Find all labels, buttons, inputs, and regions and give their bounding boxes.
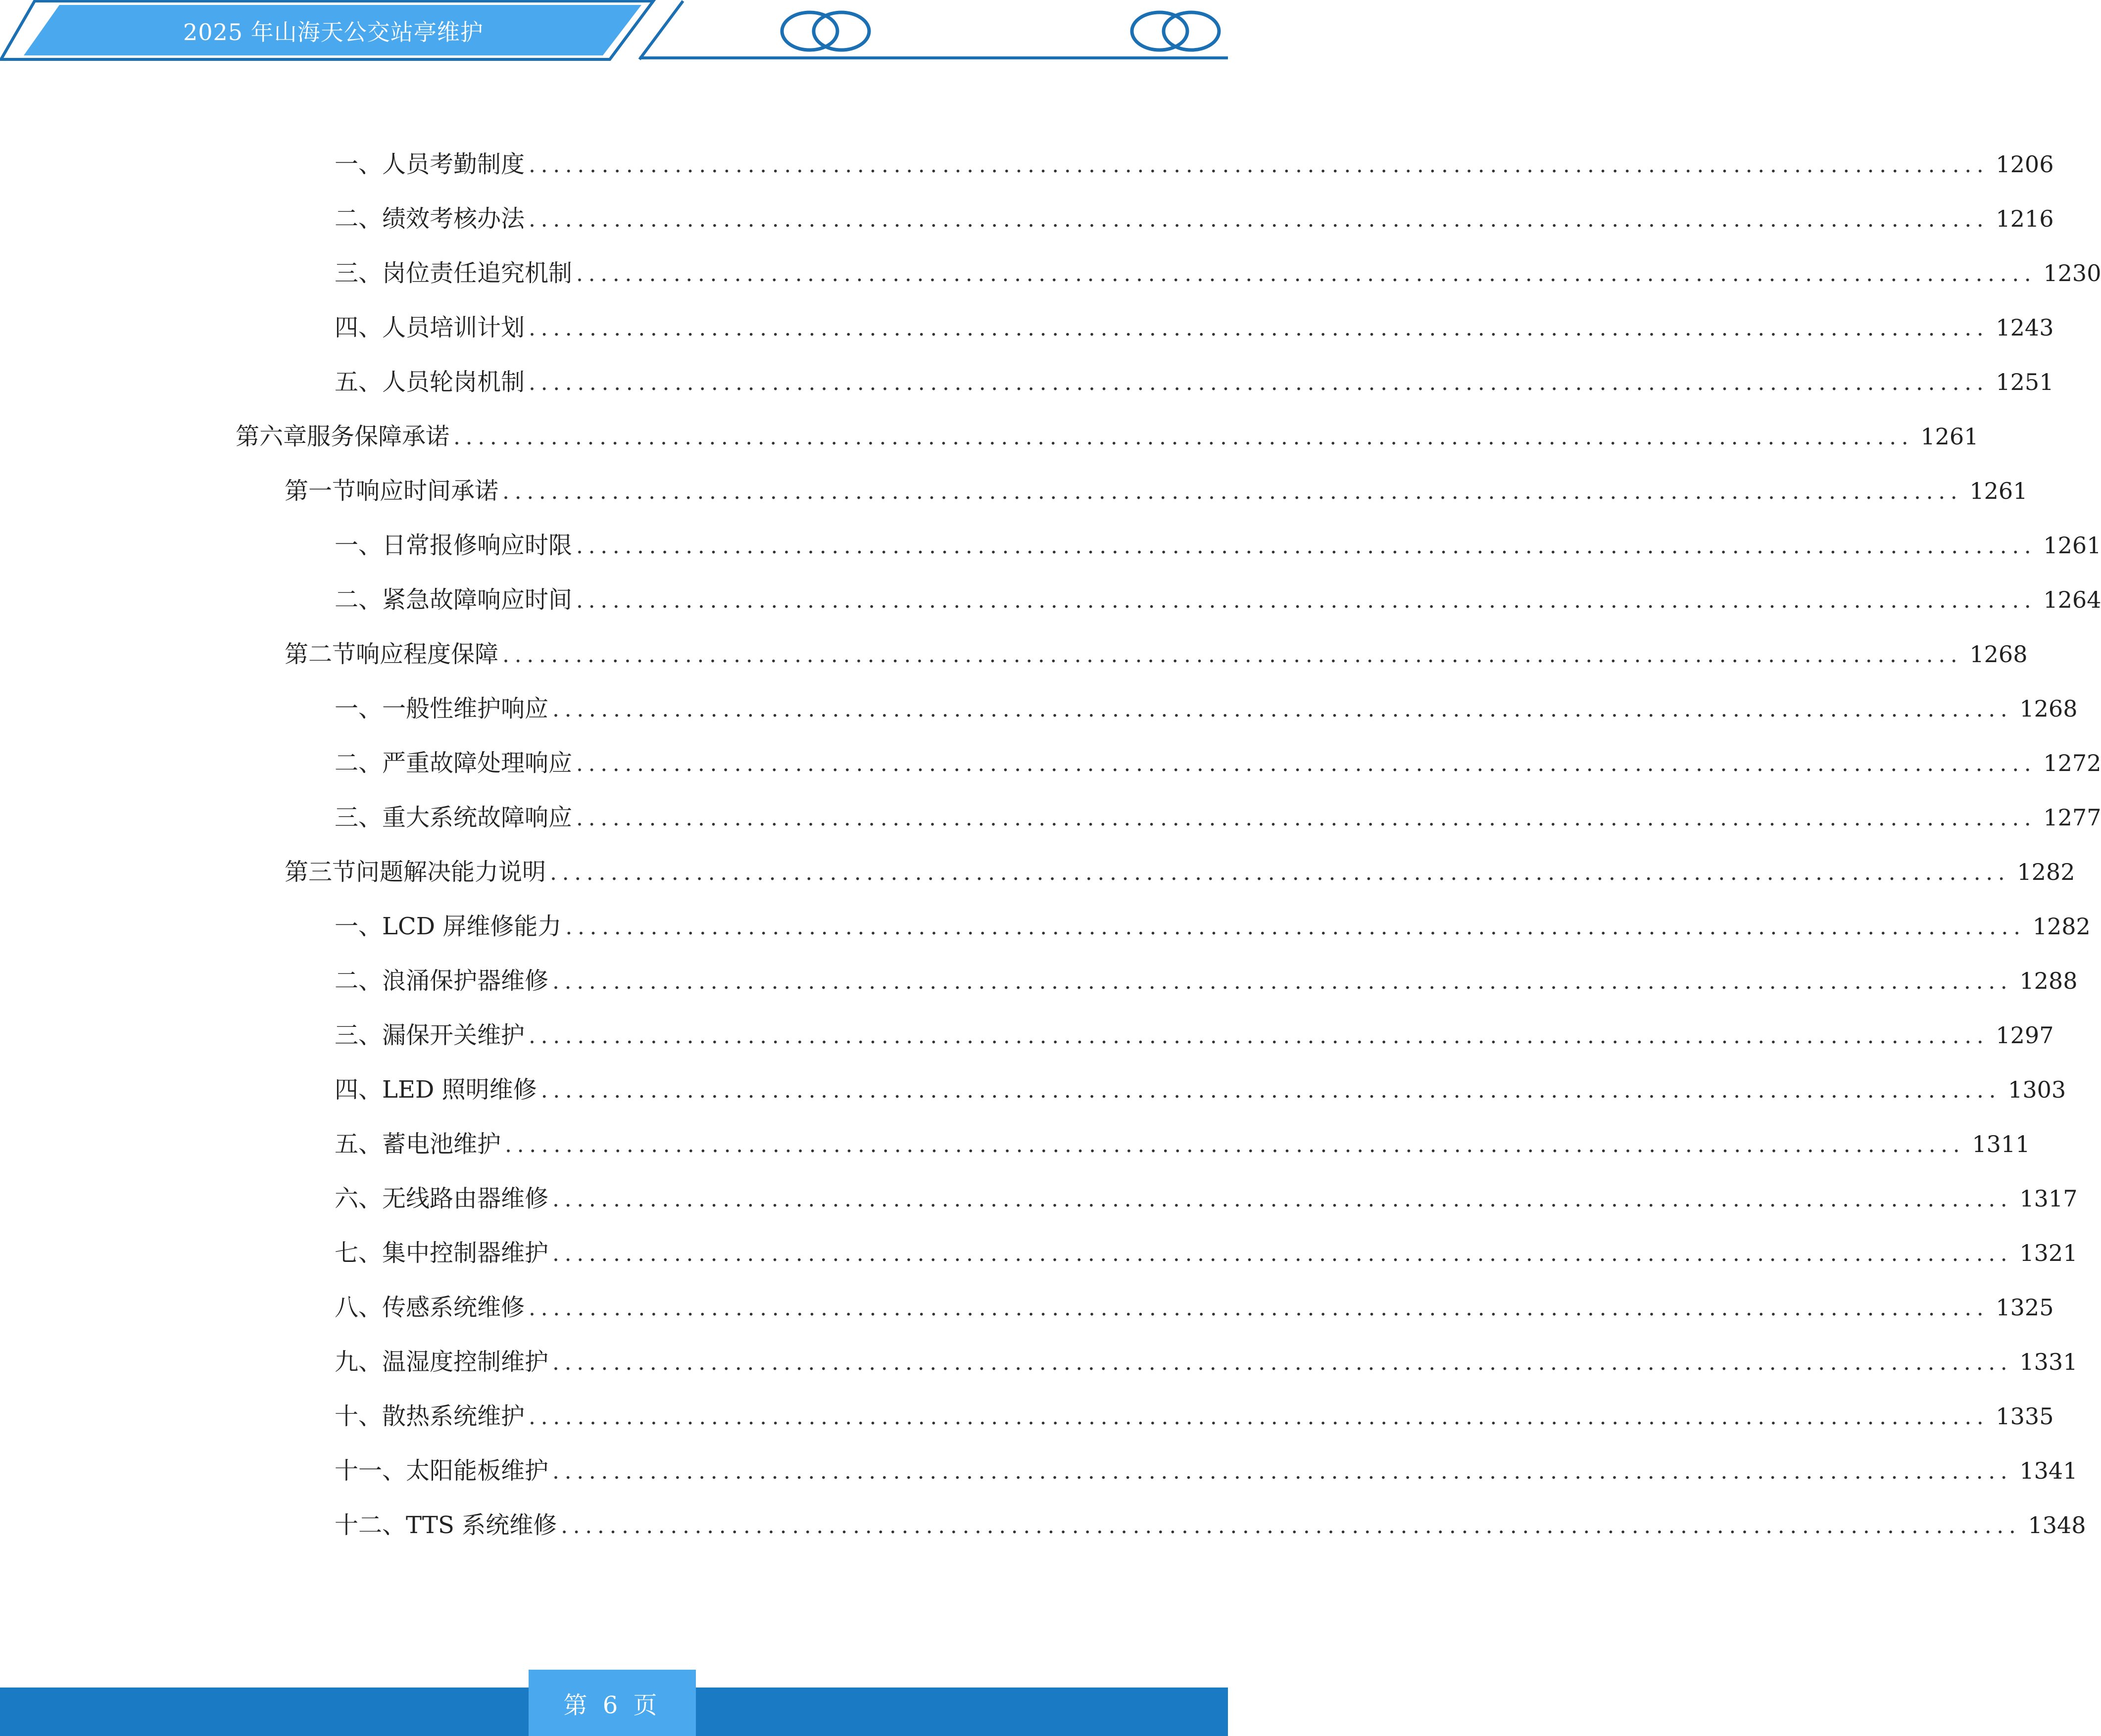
toc-entry-page: 1282: [2032, 913, 2091, 940]
toc-dot-leader: ........................................................................................................................: [552, 1459, 2013, 1484]
toc-entry-title: 紧急故障响应时间: [382, 586, 573, 614]
toc-entry-number: 一、: [335, 531, 383, 559]
toc-entry-page: 1311: [1972, 1131, 2030, 1157]
toc-entry-number: 第三节: [285, 858, 356, 886]
toc-entry-number: 十、: [335, 1402, 383, 1430]
toc-entry-number: 一、: [335, 695, 383, 723]
toc-entry-number: 第二节: [285, 640, 356, 668]
toc-entry-number: 八、: [335, 1294, 383, 1321]
toc-entry[interactable]: [335, 1124, 2030, 1164]
toc-entry-title: 人员轮岗机制: [382, 368, 525, 396]
toc-entry[interactable]: [335, 580, 2101, 620]
toc-entry[interactable]: [335, 253, 2101, 293]
toc-entry-title: 响应时间承诺: [356, 477, 499, 505]
toc-dot-leader: ........................................................................................................................: [540, 1078, 2002, 1103]
toc-entry-title: 温湿度控制维护: [382, 1348, 549, 1376]
toc-dot-leader: ........................................................................................................................: [565, 915, 2026, 940]
toc-entry-page: 1261: [1920, 423, 1979, 450]
toc-entry-number: 二、: [335, 586, 383, 614]
toc-entry-number: 五、: [335, 1130, 383, 1158]
toc-entry-number: 第一节: [285, 477, 356, 505]
toc-entry-number: 七、: [335, 1239, 383, 1267]
toc-entry[interactable]: [335, 1015, 2054, 1055]
toc-entry-page: 1264: [2043, 586, 2101, 613]
toc-entry-page: 1216: [1996, 205, 2054, 232]
toc-entry-page: 1243: [1996, 314, 2054, 341]
toc-entry-title: 一般性维护响应: [382, 695, 549, 723]
toc-entry-page: 1331: [2019, 1349, 2078, 1375]
toc-entry[interactable]: [236, 417, 1979, 456]
toc-entry-title: 散热系统维护: [382, 1402, 525, 1430]
toc-entry[interactable]: [335, 743, 2101, 783]
toc-entry-title: 人员考勤制度: [382, 150, 525, 178]
toc-entry-number: 六、: [335, 1185, 383, 1212]
toc-dot-leader: ........................................................................................................................: [529, 370, 1989, 395]
toc-entry-number: 二、: [335, 967, 383, 995]
toc-entry-number: 十二、: [335, 1511, 406, 1539]
toc-entry[interactable]: [335, 362, 2054, 402]
toc-entry[interactable]: [335, 1070, 2066, 1109]
toc-entry-page: 1317: [2019, 1185, 2078, 1212]
toc-entry-title: LCD 屏维修能力: [382, 913, 562, 940]
toc-entry-page: 1261: [1969, 478, 2028, 504]
toc-entry[interactable]: [335, 526, 2101, 565]
toc-dot-leader: ........................................................................................................................: [552, 969, 2013, 994]
toc-entry-page: 1268: [1969, 641, 2028, 668]
toc-dot-leader: ........................................................................................................................: [529, 152, 1989, 178]
toc-dot-leader: ........................................................................................................................: [502, 642, 1963, 668]
toc-entry-title: 人员培训计划: [382, 314, 525, 341]
toc-entry-number: 三、: [335, 1021, 383, 1049]
toc-entry[interactable]: [335, 199, 2054, 239]
toc-entry-title: TTS 系统维修: [406, 1511, 557, 1539]
toc-entry-title: 岗位责任追究机制: [382, 259, 573, 287]
toc-entry-title: 服务保障承诺: [307, 423, 450, 450]
toc-entry-title: LED 照明维修: [382, 1076, 537, 1104]
toc-entry-page: 1325: [1996, 1294, 2054, 1321]
toc-entry-page: 1261: [2043, 532, 2101, 559]
toc-entry-page: 1288: [2019, 967, 2078, 994]
toc-entry-title: 严重故障处理响应: [382, 749, 573, 777]
toc-entry-title: 浪涌保护器维修: [382, 967, 549, 995]
toc-entry[interactable]: [335, 1179, 2078, 1218]
toc-entry[interactable]: [335, 1505, 2086, 1545]
toc-entry-page: 1230: [2043, 260, 2101, 287]
toc-entry-title: 无线路由器维修: [382, 1185, 549, 1212]
toc-entry[interactable]: [285, 634, 2028, 674]
toc-entry-number: 一、: [335, 913, 383, 940]
toc-entry-number: 三、: [335, 259, 383, 287]
toc-entry[interactable]: [335, 907, 2091, 946]
toc-entry[interactable]: [335, 1451, 2078, 1491]
toc-dot-leader: ........................................................................................................................: [529, 207, 1989, 232]
toc-entry-page: 1297: [1996, 1022, 2054, 1049]
toc-entry-title: 集中控制器维护: [382, 1239, 549, 1267]
toc-dot-leader: ........................................................................................................................: [502, 479, 1963, 504]
page-header: [0, 0, 1228, 64]
toc-dot-leader: ........................................................................................................................: [576, 751, 2037, 776]
double-ring-icon: [1132, 12, 1219, 50]
toc-entry-number: 五、: [335, 368, 383, 396]
toc-entry-number: 四、: [335, 1076, 383, 1104]
toc-entry[interactable]: [335, 1233, 2078, 1273]
toc-entry-page: 1251: [1996, 369, 2054, 395]
toc-dot-leader: ........................................................................................................................: [576, 806, 2037, 831]
toc-entry-page: 1272: [2043, 750, 2101, 776]
toc-entry-title: 重大系统故障响应: [382, 804, 573, 831]
toc-dot-leader: ........................................................................................................................: [552, 697, 2013, 722]
toc-dot-leader: ........................................................................................................................: [552, 1241, 2013, 1266]
toc-dot-leader: ........................................................................................................................: [505, 1132, 1965, 1157]
toc-entry-number: 三、: [335, 804, 383, 831]
toc-dot-leader: ........................................................................................................................: [561, 1513, 2021, 1539]
toc-entry-page: 1303: [2008, 1076, 2066, 1103]
toc-dot-leader: ........................................................................................................................: [529, 316, 1989, 341]
toc-entry-page: 1335: [1996, 1403, 2054, 1430]
toc-dot-leader: ........................................................................................................................: [453, 425, 1914, 450]
toc-entry-number: 第六章: [236, 423, 307, 450]
toc-entry-page: 1341: [2019, 1457, 2078, 1484]
toc-entry-number: 一、: [335, 150, 383, 178]
toc-entry[interactable]: [335, 145, 2054, 184]
toc-dot-leader: ........................................................................................................................: [550, 860, 2010, 885]
double-ring-icon: [782, 12, 869, 50]
toc-entry-page: 1321: [2019, 1240, 2078, 1266]
toc-entry[interactable]: [335, 798, 2101, 837]
toc-entry-title: 响应程度保障: [356, 640, 499, 668]
toc-entry-title: 日常报修响应时限: [382, 531, 573, 559]
toc-dot-leader: ........................................................................................................................: [552, 1350, 2013, 1375]
toc-dot-leader: ........................................................................................................................: [529, 1296, 1989, 1321]
toc-entry-title: 问题解决能力说明: [356, 858, 546, 886]
toc-entry[interactable]: [285, 471, 2028, 511]
toc-dot-leader: ........................................................................................................................: [576, 588, 2037, 613]
toc-entry-page: 1206: [1996, 151, 2054, 178]
toc-entry[interactable]: [335, 961, 2078, 1001]
toc-entry-number: 四、: [335, 314, 383, 341]
toc-entry-page: 1277: [2043, 804, 2101, 831]
toc-dot-leader: ........................................................................................................................: [576, 533, 2037, 559]
toc-dot-leader: ........................................................................................................................: [529, 1404, 1989, 1430]
toc-entry-page: 1268: [2019, 695, 2078, 722]
toc-entry-title: 太阳能板维护: [406, 1457, 549, 1485]
toc-entry[interactable]: [335, 1342, 2078, 1382]
toc-dot-leader: ........................................................................................................................: [529, 1023, 1989, 1049]
toc-entry[interactable]: [285, 852, 2075, 892]
page-number: 第 6 页: [563, 1691, 661, 1719]
toc-entry[interactable]: [335, 308, 2054, 347]
toc-entry-number: 二、: [335, 749, 383, 777]
toc-entry[interactable]: [335, 1397, 2054, 1436]
toc-entry-page: 1348: [2028, 1512, 2086, 1539]
toc-entry-number: 十一、: [335, 1457, 406, 1485]
toc-entry-title: 蓄电池维护: [382, 1130, 501, 1158]
toc-entry[interactable]: [335, 1288, 2054, 1327]
toc-entry-title: 传感系统维修: [382, 1294, 525, 1321]
page-number-tab: [529, 1670, 696, 1736]
toc-entry-page: 1282: [2017, 859, 2075, 885]
document-title: 2025 年山海天公交站亭维护: [183, 19, 484, 46]
toc-entry-title: 绩效考核办法: [382, 205, 525, 233]
toc-entry-title: 漏保开关维护: [382, 1021, 525, 1049]
toc-entry-number: 九、: [335, 1348, 383, 1376]
toc-dot-leader: ........................................................................................................................: [552, 1187, 2013, 1212]
toc-entry[interactable]: [335, 689, 2078, 728]
toc-entry-number: 二、: [335, 205, 383, 233]
toc-dot-leader: ........................................................................................................................: [576, 261, 2037, 287]
